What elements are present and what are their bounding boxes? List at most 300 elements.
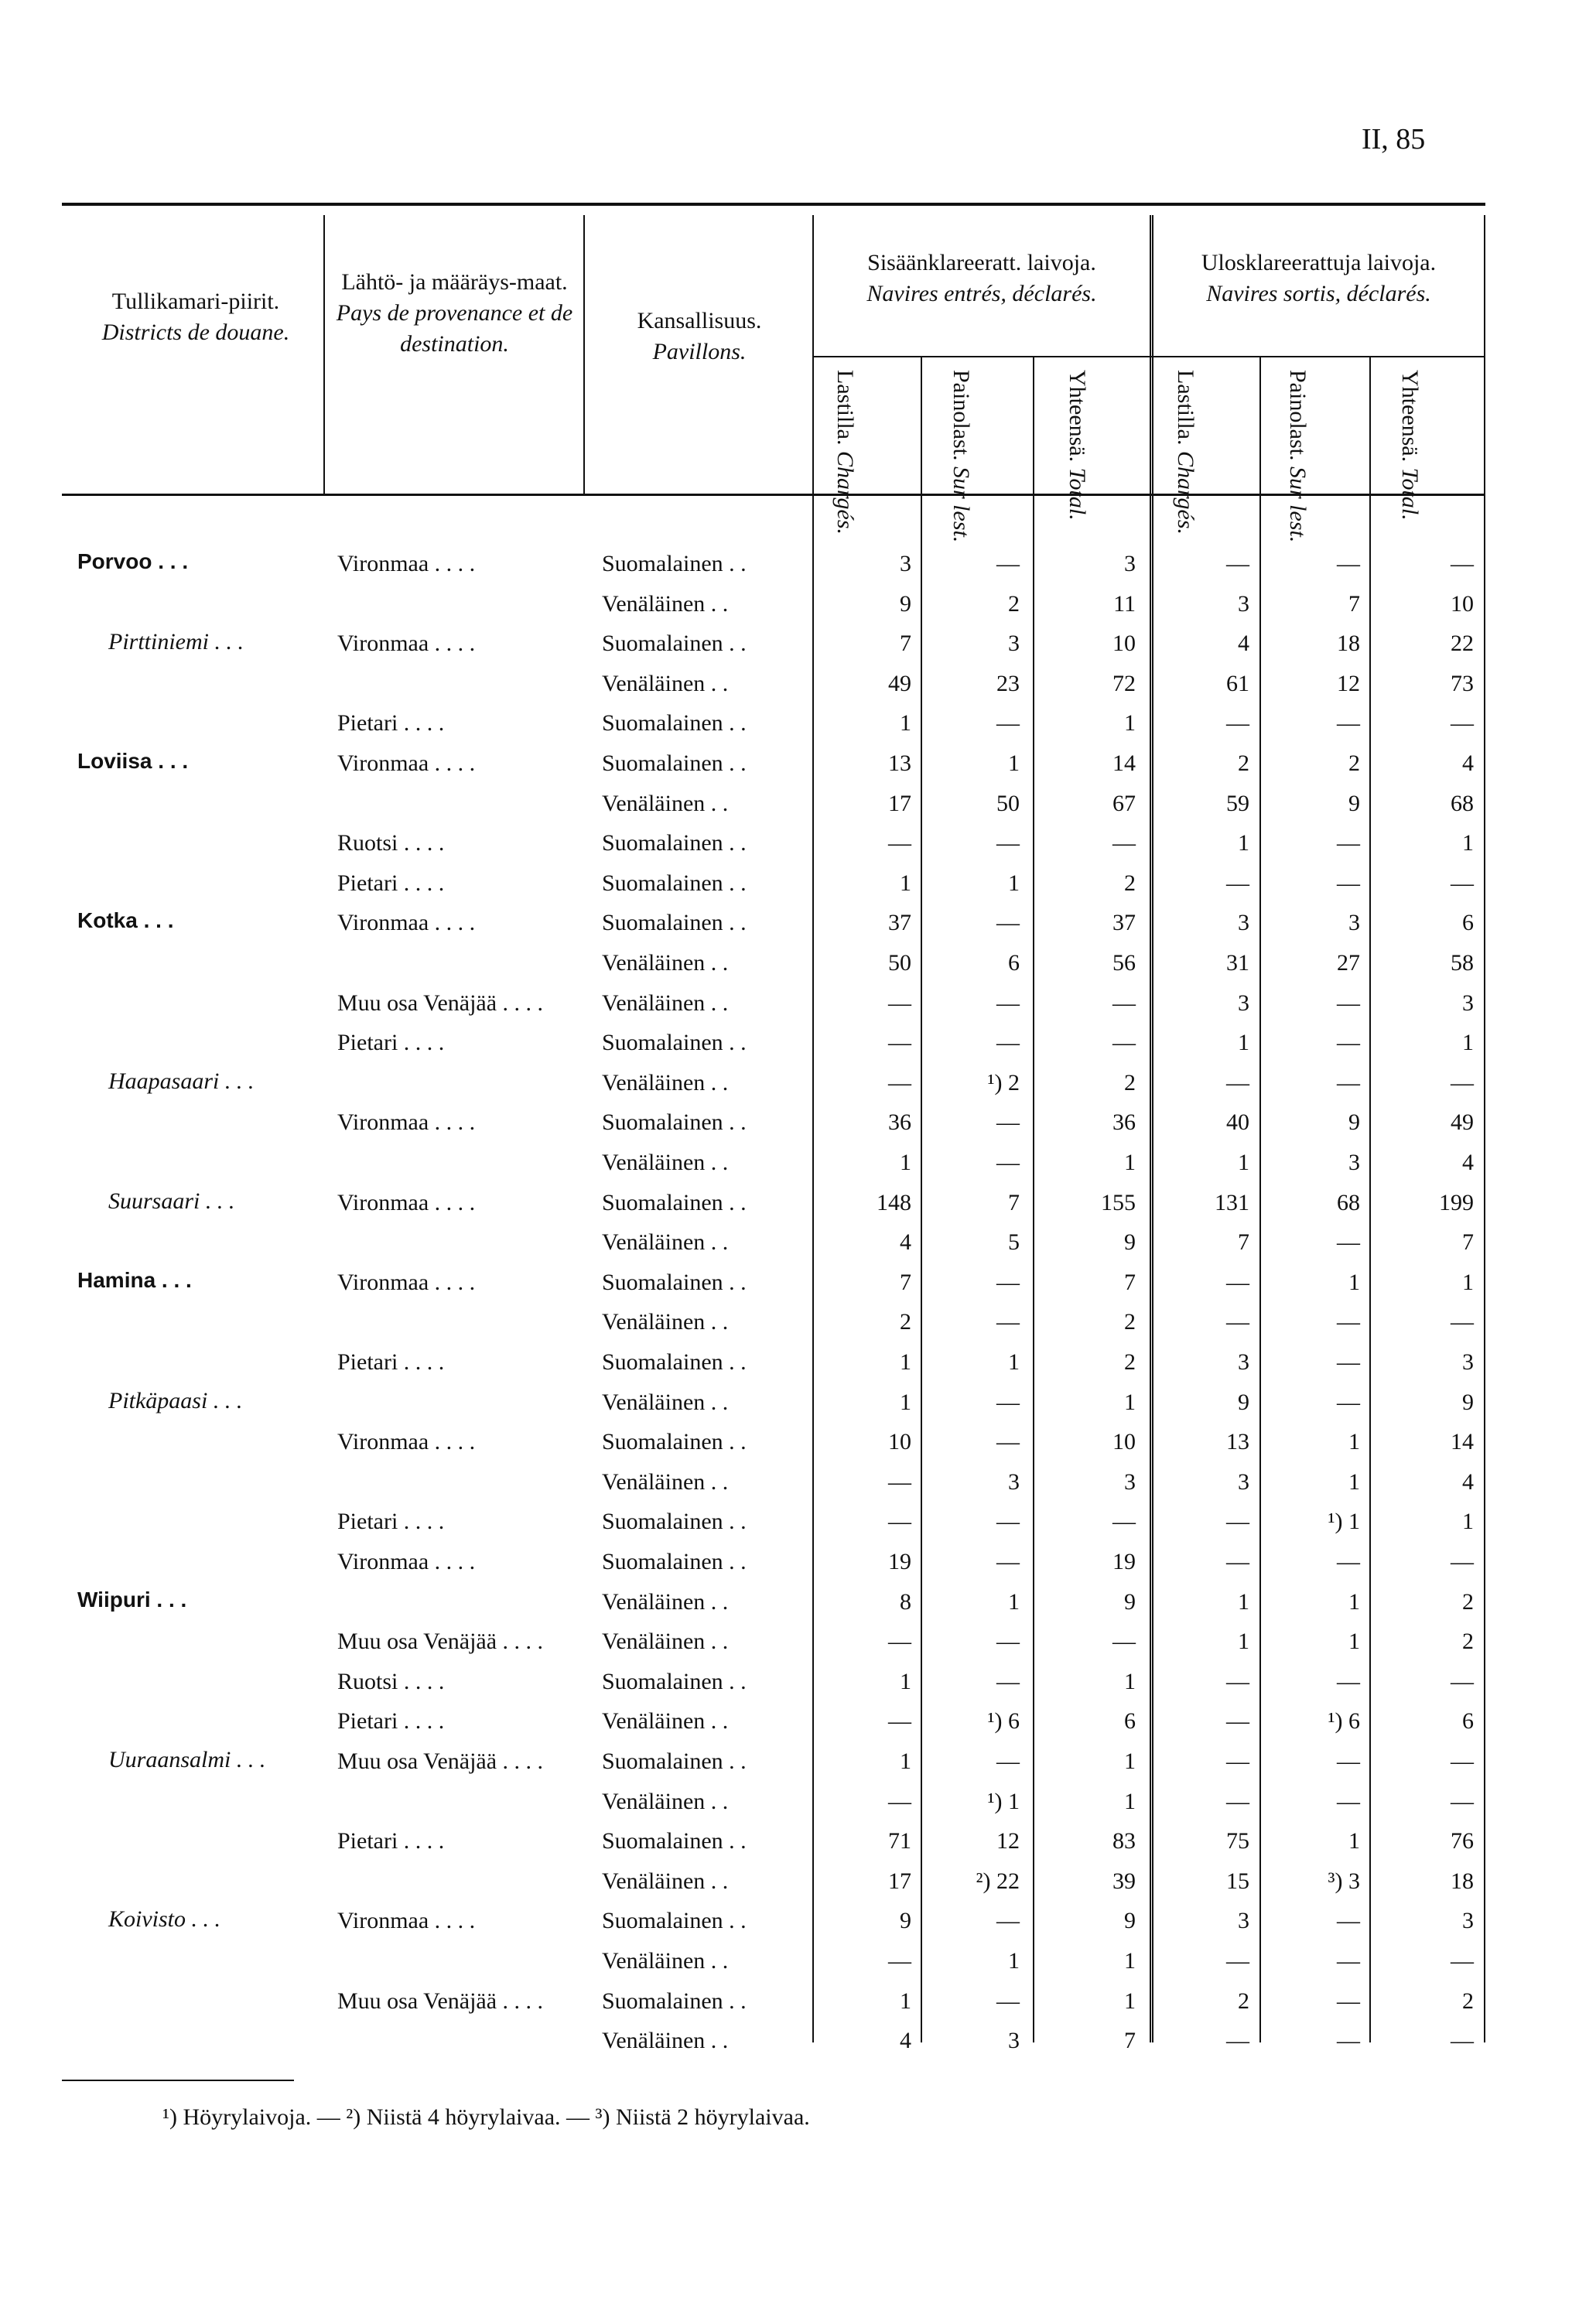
column-divider	[812, 495, 814, 2042]
value-cell: 11	[1113, 590, 1136, 617]
value-cell: 50	[996, 790, 1020, 816]
value-cell: —	[1112, 1030, 1136, 1056]
origin-country: Muu osa Venäjää . . . .	[337, 1748, 544, 1774]
value-cell: 9	[1348, 1109, 1360, 1136]
flag-nationality: Venäläinen . .	[602, 1069, 729, 1096]
value-cell: —	[996, 1748, 1020, 1774]
origin-country: Pietari . . . .	[337, 1708, 445, 1735]
flag-nationality: Venäläinen . .	[602, 1948, 729, 1974]
value-cell: 1	[900, 870, 911, 896]
flag-nationality: Suomalainen . .	[602, 830, 747, 856]
value-cell: 2	[900, 1309, 911, 1335]
value-cell: 23	[996, 670, 1020, 696]
flag-nationality: Venäläinen . .	[602, 1788, 729, 1814]
value-cell: —	[996, 551, 1020, 576]
sub-laden-fr: Chargés.	[832, 450, 858, 535]
value-cell: 4	[1462, 1150, 1474, 1175]
origin-country: Ruotsi . . . .	[337, 830, 445, 856]
sub-total-fr: Total.	[1065, 467, 1090, 521]
value-cell: 14	[1112, 750, 1136, 776]
value-cell: —	[1337, 551, 1360, 576]
value-cell: 3	[1008, 1468, 1020, 1495]
flag-nationality: Suomalainen . .	[602, 750, 747, 776]
value-cell: 19	[888, 1549, 911, 1574]
value-cell: 6	[1462, 1708, 1474, 1735]
value-cell: 1	[1124, 1150, 1136, 1175]
value-cell: 3	[1238, 1349, 1249, 1375]
header-divider	[323, 215, 325, 494]
value-cell: —	[1226, 1788, 1249, 1814]
value-cell: 4	[900, 1229, 911, 1256]
value-cell: 37	[1112, 910, 1136, 936]
value-cell: 1	[1008, 750, 1020, 776]
header-cleared-fr: Navires sortis, déclarés.	[1206, 281, 1431, 306]
flag-nationality: Suomalainen . .	[602, 1549, 747, 1574]
value-cell: 18	[1451, 1868, 1474, 1894]
value-cell: 3	[1462, 1349, 1474, 1375]
value-cell: 1	[1348, 1269, 1360, 1295]
value-cell: —	[1337, 1389, 1360, 1415]
value-cell: 1	[900, 1349, 911, 1375]
origin-country: Vironmaa . . . .	[337, 631, 476, 657]
value-cell: 83	[1112, 1828, 1136, 1854]
flag-nationality: Venäläinen . .	[602, 1868, 729, 1894]
value-cell: 3	[1124, 1468, 1136, 1495]
value-cell: 68	[1337, 1189, 1360, 1215]
value-cell: —	[1337, 1788, 1360, 1814]
subheader-entered-laden	[832, 370, 858, 535]
sub-laden-fr: Chargés.	[1173, 450, 1198, 535]
flag-nationality: Suomalainen . .	[602, 1189, 747, 1215]
value-cell: 71	[888, 1828, 911, 1854]
value-cell: 5	[1008, 1229, 1020, 1256]
value-cell: —	[888, 1468, 911, 1495]
flag-nationality: Suomalainen . .	[602, 1908, 747, 1934]
value-cell: 10	[1112, 1429, 1136, 1455]
value-cell: 9	[1124, 1908, 1136, 1934]
value-cell: 72	[1112, 670, 1136, 696]
district-name: Kotka . . .	[77, 908, 174, 933]
value-cell: 1	[1124, 710, 1136, 737]
value-cell: —	[1451, 1748, 1474, 1774]
value-cell: —	[1226, 1708, 1249, 1735]
column-divider	[1150, 495, 1151, 2042]
value-cell: —	[888, 1509, 911, 1535]
sub-laden-fi: Lastilla.	[1173, 370, 1198, 446]
value-cell: 50	[888, 950, 911, 976]
value-cell: 3	[1238, 1468, 1249, 1495]
value-cell: 68	[1451, 790, 1474, 816]
flag-nationality: Suomalainen . .	[602, 551, 747, 576]
value-cell: —	[888, 1788, 911, 1814]
value-cell: 75	[1226, 1828, 1249, 1854]
value-cell: 9	[1238, 1389, 1249, 1415]
value-cell: 2	[1462, 1988, 1474, 2014]
origin-country: Vironmaa . . . .	[337, 1549, 476, 1574]
value-cell: —	[1451, 2028, 1474, 2054]
value-cell: —	[1337, 1229, 1360, 1256]
sub-total-fi: Yhteensä.	[1397, 370, 1423, 463]
flag-nationality: Suomalainen . .	[602, 1988, 747, 2014]
flag-nationality: Venäläinen . .	[602, 1309, 729, 1335]
value-cell: —	[1451, 1309, 1474, 1335]
value-cell: 8	[900, 1588, 911, 1615]
value-cell: 2	[1462, 1588, 1474, 1615]
value-cell: 7	[1124, 2028, 1136, 2054]
value-cell: —	[1337, 830, 1360, 856]
value-cell: 40	[1226, 1109, 1249, 1136]
flag-nationality: Suomalainen . .	[602, 1269, 747, 1295]
value-cell: 1	[1238, 1588, 1249, 1615]
header-divider	[1150, 215, 1151, 494]
value-cell: —	[1337, 990, 1360, 1016]
value-cell: 1	[900, 1988, 911, 2014]
origin-country: Pietari . . . .	[337, 710, 445, 737]
sub-ballast-fi: Painolast.	[948, 370, 974, 461]
value-cell: 2	[1462, 1629, 1474, 1655]
value-cell: 4	[1238, 631, 1249, 657]
flag-nationality: Venäläinen . .	[602, 790, 729, 816]
origin-country: Vironmaa . . . .	[337, 750, 476, 776]
flag-nationality: Suomalainen . .	[602, 1668, 747, 1694]
flag-nationality: Venäläinen . .	[602, 590, 729, 617]
value-cell: —	[996, 1988, 1020, 2014]
value-cell: 3	[1462, 1908, 1474, 1934]
origin-country: Vironmaa . . . .	[337, 910, 476, 936]
origin-country: Muu osa Venäjää . . . .	[337, 1629, 544, 1655]
value-cell: —	[996, 1030, 1020, 1056]
value-cell: 1	[1008, 1588, 1020, 1615]
value-cell: 6	[1008, 950, 1020, 976]
value-cell: 1	[900, 1668, 911, 1694]
value-cell: —	[1451, 1668, 1474, 1694]
value-cell: 4	[900, 2028, 911, 2054]
flag-nationality: Suomalainen . .	[602, 710, 747, 737]
flag-nationality: Venäläinen . .	[602, 1229, 729, 1256]
value-cell: —	[1337, 870, 1360, 896]
district-name: Porvoo . . .	[77, 549, 189, 573]
origin-country: Vironmaa . . . .	[337, 1109, 476, 1136]
value-cell: 131	[1215, 1189, 1249, 1215]
column-divider	[1259, 356, 1261, 2042]
value-cell: —	[1226, 1509, 1249, 1535]
value-cell: 199	[1439, 1189, 1474, 1215]
value-cell: 12	[1337, 670, 1360, 696]
origin-country: Vironmaa . . . .	[337, 1189, 476, 1215]
header-entered-fr: Navires entrés, déclarés.	[866, 281, 1097, 306]
value-cell: 7	[1008, 1189, 1020, 1215]
value-cell: 9	[1124, 1229, 1136, 1256]
origin-country: Pietari . . . .	[337, 1828, 445, 1854]
value-cell: 73	[1451, 670, 1474, 696]
value-cell: 7	[1124, 1269, 1136, 1295]
value-cell: 3	[1238, 910, 1249, 936]
value-cell: 15	[1226, 1868, 1249, 1894]
value-cell: —	[1337, 1668, 1360, 1694]
header-flag-fr: Pavillons.	[652, 339, 747, 364]
flag-nationality: Venäläinen . .	[602, 1629, 729, 1655]
top-rule	[62, 203, 1485, 206]
column-divider	[921, 356, 922, 2042]
value-cell: 3	[1124, 551, 1136, 576]
value-cell: —	[1226, 1549, 1249, 1574]
value-cell: 22	[1451, 631, 1474, 657]
value-cell: 14	[1451, 1429, 1474, 1455]
value-cell: 2	[1238, 750, 1249, 776]
flag-nationality: Venäläinen . .	[602, 1708, 729, 1735]
district-name: Haapasaari . . .	[108, 1068, 255, 1094]
origin-country: Pietari . . . .	[337, 870, 445, 896]
flag-nationality: Suomalainen . .	[602, 1349, 747, 1375]
origin-country: Vironmaa . . . .	[337, 1908, 476, 1934]
value-cell: 1	[1124, 1668, 1136, 1694]
value-cell: —	[1226, 551, 1249, 576]
value-cell: 1	[1348, 1629, 1360, 1655]
value-cell: —	[1112, 1509, 1136, 1535]
value-cell: —	[996, 1150, 1020, 1175]
value-cell: —	[1112, 1629, 1136, 1655]
value-cell: —	[1226, 1069, 1249, 1096]
flag-nationality: Suomalainen . .	[602, 910, 747, 936]
value-cell: 3	[1008, 631, 1020, 657]
origin-country: Vironmaa . . . .	[337, 1429, 476, 1455]
sub-ballast-fr: Sur lest.	[1285, 467, 1311, 543]
value-cell: 1	[1348, 1468, 1360, 1495]
value-cell: 3	[1348, 1150, 1360, 1175]
value-cell: 3	[1238, 990, 1249, 1016]
value-cell: 1	[1008, 1349, 1020, 1375]
value-cell: —	[1337, 710, 1360, 737]
value-cell: 13	[1226, 1429, 1249, 1455]
value-cell: —	[1226, 710, 1249, 737]
value-cell: 1	[1462, 1509, 1474, 1535]
value-cell: —	[1337, 1030, 1360, 1056]
value-cell: —	[888, 1069, 911, 1096]
flag-nationality: Suomalainen . .	[602, 1828, 747, 1854]
value-cell: —	[996, 990, 1020, 1016]
value-cell: 1	[1462, 1269, 1474, 1295]
value-cell: 1	[1124, 1948, 1136, 1974]
value-cell: 3	[1462, 990, 1474, 1016]
value-cell: 2	[1124, 1309, 1136, 1335]
value-cell: —	[1337, 1549, 1360, 1574]
value-cell: —	[888, 1708, 911, 1735]
sub-total-fr: Total.	[1397, 467, 1423, 521]
value-cell: —	[996, 1429, 1020, 1455]
flag-nationality: Venäläinen . .	[602, 1389, 729, 1415]
value-cell: 1	[1124, 1748, 1136, 1774]
header-cleared-fi: Ulosklareerattuja laivoja.	[1201, 250, 1437, 275]
value-cell: 1	[1348, 1588, 1360, 1615]
value-cell: ¹) 2	[987, 1069, 1020, 1096]
value-cell: 1	[1238, 830, 1249, 856]
value-cell: 10	[888, 1429, 911, 1455]
value-cell: —	[1337, 1908, 1360, 1934]
value-cell: 56	[1112, 950, 1136, 976]
value-cell: 1	[1124, 1988, 1136, 2014]
header-districts	[68, 286, 323, 348]
value-cell: ³) 3	[1328, 1868, 1360, 1894]
header-entered	[814, 248, 1150, 309]
header-entered-fi: Sisäänklareeratt. laivoja.	[867, 250, 1096, 275]
value-cell: —	[1337, 1988, 1360, 2014]
value-cell: 19	[1112, 1549, 1136, 1574]
flag-nationality: Venäläinen . .	[602, 670, 729, 696]
value-cell: —	[996, 1629, 1020, 1655]
value-cell: 7	[1348, 590, 1360, 617]
flag-nationality: Venäläinen . .	[602, 990, 729, 1016]
value-cell: —	[1226, 1668, 1249, 1694]
district-name: Suursaari . . .	[108, 1188, 235, 1214]
value-cell: —	[1337, 1748, 1360, 1774]
header-divider	[583, 215, 585, 494]
value-cell: 6	[1124, 1708, 1136, 1735]
value-cell: —	[1451, 1788, 1474, 1814]
value-cell: 3	[1238, 1908, 1249, 1934]
value-cell: 18	[1337, 631, 1360, 657]
header-districts-fr: Districts de douane.	[101, 320, 290, 345]
value-cell: —	[1451, 1069, 1474, 1096]
origin-country: Ruotsi . . . .	[337, 1668, 445, 1694]
origin-country: Pietari . . . .	[337, 1349, 445, 1375]
subheader-cleared-total	[1396, 370, 1423, 521]
subheader-entered-ballast	[948, 370, 974, 543]
value-cell: 1	[900, 1389, 911, 1415]
value-cell: —	[996, 1389, 1020, 1415]
value-cell: —	[996, 910, 1020, 936]
value-cell: 1	[1348, 1828, 1360, 1854]
value-cell: 3	[1348, 910, 1360, 936]
column-divider	[1484, 495, 1485, 2042]
subheader-cleared-laden	[1172, 370, 1198, 535]
header-bottom-rule	[62, 494, 1485, 496]
flag-nationality: Suomalainen . .	[602, 1109, 747, 1136]
value-cell: ¹) 6	[987, 1708, 1020, 1735]
value-cell: 49	[1451, 1109, 1474, 1136]
flag-nationality: Venäläinen . .	[602, 2028, 729, 2054]
column-divider	[1152, 495, 1153, 2042]
header-flag	[588, 306, 811, 367]
value-cell: —	[1112, 830, 1136, 856]
header-flag-fi: Kansallisuus.	[637, 308, 762, 333]
value-cell: ²) 22	[976, 1868, 1020, 1894]
header-divider	[1484, 215, 1485, 494]
flag-nationality: Suomalainen . .	[602, 1030, 747, 1056]
header-origin-fr: Pays de provenance et de destination.	[336, 300, 573, 357]
value-cell: —	[1451, 870, 1474, 896]
entered-sub-rule	[812, 356, 1485, 357]
value-cell: 7	[1462, 1229, 1474, 1256]
subheader-entered-total	[1064, 370, 1090, 521]
value-cell: 3	[1238, 590, 1249, 617]
value-cell: 7	[900, 631, 911, 657]
value-cell: —	[888, 830, 911, 856]
value-cell: 9	[900, 590, 911, 617]
value-cell: 4	[1462, 750, 1474, 776]
origin-country: Pietari . . . .	[337, 1509, 445, 1535]
value-cell: —	[1451, 551, 1474, 576]
value-cell: 17	[888, 1868, 911, 1894]
value-cell: 155	[1101, 1189, 1136, 1215]
value-cell: —	[1337, 1069, 1360, 1096]
page-number: II, 85	[1362, 123, 1426, 156]
value-cell: 2	[1124, 1349, 1136, 1375]
value-cell: 12	[996, 1828, 1020, 1854]
value-cell: 2	[1348, 750, 1360, 776]
value-cell: —	[1337, 1309, 1360, 1335]
value-cell: —	[888, 1030, 911, 1056]
flag-nationality: Venäläinen . .	[602, 1588, 729, 1615]
value-cell: —	[996, 1309, 1020, 1335]
district-name: Pirttiniemi . . .	[108, 629, 244, 655]
column-divider	[1369, 356, 1371, 2042]
value-cell: —	[1226, 1948, 1249, 1974]
district-name: Uuraansalmi . . .	[108, 1747, 266, 1772]
value-cell: 1	[1462, 830, 1474, 856]
value-cell: 4	[1462, 1468, 1474, 1495]
value-cell: 1	[1124, 1788, 1136, 1814]
value-cell: 67	[1112, 790, 1136, 816]
sub-total-fi: Yhteensä.	[1065, 370, 1090, 463]
value-cell: 7	[900, 1269, 911, 1295]
value-cell: 37	[888, 910, 911, 936]
header-origin-fi: Lähtö- ja määräys-maat.	[341, 269, 568, 295]
footnote-rule	[62, 2080, 294, 2081]
value-cell: 10	[1112, 631, 1136, 657]
subheader-cleared-ballast	[1284, 370, 1311, 543]
value-cell: —	[1451, 1549, 1474, 1574]
sub-ballast-fi: Painolast.	[1285, 370, 1311, 461]
header-cleared	[1153, 248, 1484, 309]
value-cell: —	[1112, 990, 1136, 1016]
value-cell: 1	[1238, 1629, 1249, 1655]
sub-ballast-fr: Sur lest.	[948, 467, 974, 543]
value-cell: —	[1226, 1309, 1249, 1335]
value-cell: —	[888, 990, 911, 1016]
value-cell: —	[996, 830, 1020, 856]
value-cell: 59	[1226, 790, 1249, 816]
value-cell: 1	[1008, 1948, 1020, 1974]
value-cell: —	[996, 1269, 1020, 1295]
value-cell: 9	[1124, 1588, 1136, 1615]
value-cell: 1	[1348, 1429, 1360, 1455]
flag-nationality: Suomalainen . .	[602, 1429, 747, 1455]
value-cell: 1	[1462, 1030, 1474, 1056]
value-cell: —	[1451, 710, 1474, 737]
district-name: Koivisto . . .	[108, 1906, 221, 1933]
value-cell: —	[996, 1668, 1020, 1694]
value-cell: —	[1226, 2028, 1249, 2054]
value-cell: 27	[1337, 950, 1360, 976]
value-cell: 10	[1451, 590, 1474, 617]
column-divider	[1033, 356, 1034, 2042]
value-cell: 49	[888, 670, 911, 696]
footnote: ¹) Höyrylaivoja. — ²) Niistä 4 höyrylaivaa. — ³) Niistä 2 höyrylaivaa.	[162, 2104, 810, 2130]
value-cell: 7	[1238, 1229, 1249, 1256]
value-cell: 9	[1462, 1389, 1474, 1415]
value-cell: —	[1337, 2028, 1360, 2054]
value-cell: 1	[1124, 1389, 1136, 1415]
value-cell: —	[1226, 870, 1249, 896]
value-cell: —	[996, 1549, 1020, 1574]
value-cell: 148	[877, 1189, 911, 1215]
flag-nationality: Suomalainen . .	[602, 870, 747, 896]
value-cell: 17	[888, 790, 911, 816]
district-name: Hamina . . .	[77, 1267, 192, 1292]
value-cell: 2	[1238, 1988, 1249, 2014]
origin-country: Vironmaa . . . .	[337, 1269, 476, 1295]
value-cell: —	[996, 710, 1020, 737]
